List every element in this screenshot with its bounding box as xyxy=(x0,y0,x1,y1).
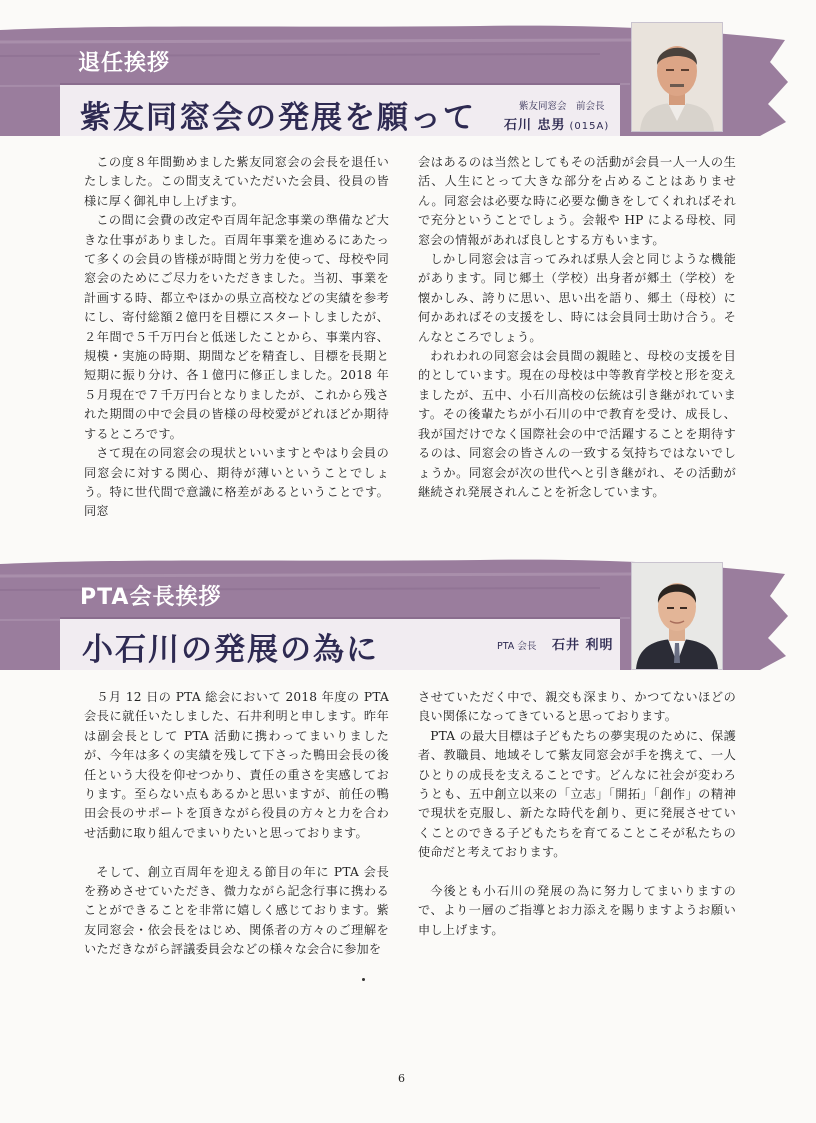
paragraph: この度８年間勤めました紫友同窓会の会長を退任いたしました。この間支えていただいた会員、役員の皆様に厚く御礼申し上げます。 xyxy=(84,155,389,208)
article-headline: 紫友同窓会の発展を願って xyxy=(80,100,476,136)
paragraph: しかし同窓会は言ってみれば県人会と同じような機能があります。同じ郷土（学校）出身者が郷土（学校）を懐かしみ、誇りに思い、思い出を語り、郷土（母校）に何かあればその支援をし、時には会員同士助け合う。そんなところでしょう。 xyxy=(418,252,736,344)
paragraph: この間に会費の改定や百周年記念事業の準備など大きな仕事がありました。百周年事業を進めるにあたって多くの会員の皆様が時間と労力を使って、母校や同窓会のためにご尽力をいただきました。当初、事業を計画する時、都立やほかの県立高校などの実績を参考にし、寄付総額２億円を目標にスタートしましたが、２年間で５千万円台と低迷したことから、事業内容、規模・実施の時期、期間などを精査し、目標を長期と短期に振り分け、各１億円に修正しました。2018 年５月現在で７千万円台となりましたが、これから残された期間の中で会員の皆様の母校愛がどれほどか期待するところです。 xyxy=(84,213,389,441)
author-photo xyxy=(631,562,723,670)
author-role: 紫友同窓会 前会長 xyxy=(519,101,605,112)
section-label: 退任挨拶 xyxy=(78,51,171,76)
article2-column-left xyxy=(84,688,389,960)
author-photo xyxy=(631,22,723,132)
article1-column-right xyxy=(418,153,736,502)
author-name-text: 石川 忠男 xyxy=(504,118,566,133)
author-role: PTA 会長 xyxy=(497,641,537,652)
author-name xyxy=(504,114,609,133)
stray-dot xyxy=(362,978,365,981)
paragraph: われわれの同窓会は会員間の親睦と、母校の支援を目的としています。現在の母校は中等教育学校と形を変えましたが、五中、小石川高校の伝統は引き継がれています。その後輩たちが小石川の中で教育を受け、成長し、我が国だけでなく国際社会の中で活躍することを期待するのは、同窓会の皆さんの一致する気持ちではないでしょうか。同窓会が次の世代へと引き継がれ、その活動が継続され発展されんことを祈念しています。 xyxy=(418,349,736,499)
paragraph: させていただく中で、親交も深まり、かつてないほどの良い関係になってきていると思っております。 xyxy=(418,690,736,724)
portrait-elderly-man-icon xyxy=(632,23,722,131)
paragraph: ５月 12 日の PTA 総会において 2018 年度の PTA 会長に就任いたしました、石井利明と申します。昨年は副会長として PTA 活動に携わってまいりましたが、今年は多くの実績を残して下さった鴨田会長の後任という大役を仰せつかり、責任の重さを実感しております。至らない点もあるかと思いますが、前任の鴨田会長のサポートを頂きながら役員の方々と力を合わせ活動に取り組んでまいりたいと思っております。 xyxy=(84,690,389,840)
paragraph: さて現在の同窓会の現状といいますとやはり会員の同窓会に対する関心、期待が薄いということでしょう。特に世代間で意識に格差があるということです。同窓 xyxy=(84,446,389,519)
page-number: 6 xyxy=(398,1072,405,1085)
author-id: (015A) xyxy=(569,121,610,132)
paragraph: PTA の最大目標は子どもたちの夢実現のために、保護者、教職員、地域そして紫友同窓会が手を携えて、一人ひとりの成長を支えることです。どんなに社会が変わろうとも、五中創立以来の「立志」「開拓」「創作」の精神で現状を克服し、新たな時代を創り、更に発展させていくことのできる子どもたちを育てることこそが私たちの使命だと考えております。 xyxy=(418,728,736,860)
paragraph: 会はあるのは当然としてもその活動が会員一人一人の生活、人生にとって大きな部分を占めることはありません。同窓会は必要な時に必要な働きをしてくれればそれで充分ということでしょう。会報や HP による母校、同窓会の情報があれば良しとする方もいます。 xyxy=(418,155,736,247)
paragraph: 今後とも小石川の発展の為に努力してまいりますので、より一層のご指導とお力添えを賜りますようお願い申し上げます。 xyxy=(418,884,736,937)
article2-column-right xyxy=(418,688,736,940)
section-label: PTA会長挨拶 xyxy=(80,585,222,610)
portrait-man-suit-icon xyxy=(632,563,722,669)
author-name: 石井 利明 xyxy=(552,638,614,653)
article-headline: 小石川の発展の為に xyxy=(82,632,379,668)
paragraph: そして、創立百周年を迎える節目の年に PTA 会長を務めさせていただき、微力ながら記念行事に携わることができることを非常に嬉しく感じております。紫友同窓会・依会長をはじめ、関係者の方々のご理解をいただきながら評議委員会などの様々な会合に参加を xyxy=(84,864,389,957)
article1-column-left xyxy=(84,153,389,522)
